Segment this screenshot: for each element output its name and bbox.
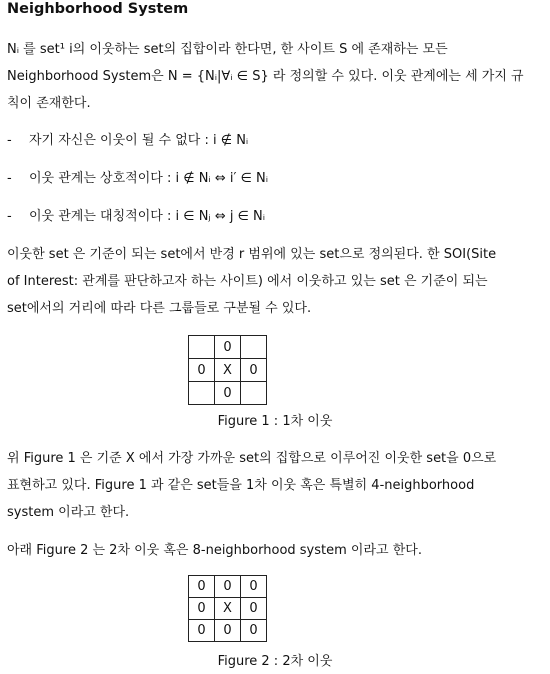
grid-cell (241, 382, 267, 405)
explanation-line-3: system 이라고 한다. (7, 505, 130, 520)
grid-cell: 0 (215, 336, 241, 359)
intro-line-3: 칙이 존재한다. (7, 96, 91, 111)
figure-2-grid (188, 575, 267, 642)
rule-dash: - (7, 133, 12, 148)
intro-paragraph (7, 36, 544, 117)
rule-dash: - (7, 209, 12, 224)
rule-dash: - (7, 171, 12, 186)
figure-1-explanation (7, 445, 544, 526)
grid-cell: 0 (215, 576, 241, 598)
grid-cell: 0 (189, 576, 215, 598)
rule-text: 자기 자신은 이웃이 될 수 없다 : i ∉ Nᵢ (29, 133, 249, 148)
grid-cell: X (215, 359, 241, 382)
definition-line-2: of Interest: 관계를 판단하고자 하는 사이트) 에서 이웃하고 있는 set 은 기준이 되는 (7, 274, 488, 289)
grid-cell: 0 (215, 382, 241, 405)
grid-cell: 0 (189, 598, 215, 620)
explanation-line-2: 표현하고 있다. Figure 1 과 같은 set들을 1차 이웃 혹은 특별히 4-neighborhood (7, 478, 475, 493)
grid-cell: 0 (189, 620, 215, 642)
intro-line-1: Nᵢ 를 set¹ i의 이웃하는 set의 집합이라 한다면, 한 사이트 S 에 존재하는 모든 (7, 42, 448, 57)
section-title: Neighborhood System (7, 1, 189, 17)
definition-paragraph (7, 241, 544, 322)
rule-text: 이웃 관계는 대칭적이다 : i ∈ Nⱼ ⇔ j ∈ Nᵢ (29, 209, 266, 224)
grid-cell: 0 (241, 576, 267, 598)
definition-line-1: 이웃한 set 은 기준이 되는 set에서 반경 r 범위에 있는 set으로 정의된다. 한 SOI(Site (7, 247, 497, 262)
rule-text: 이웃 관계는 상호적이다 : i ∉ Nᵢ ⇔ i′ ∈ Nᵢ (29, 171, 269, 186)
figure-1-grid (188, 335, 267, 405)
figure-2-caption: Figure 2 : 2차 이웃 (217, 654, 333, 669)
explanation-line-1: 위 Figure 1 은 기준 X 에서 가장 가까운 set의 집합으로 이루어진 이웃한 set을 0으로 (7, 451, 497, 466)
grid-cell (241, 336, 267, 359)
grid-cell: 0 (241, 359, 267, 382)
rule-item (7, 207, 265, 227)
grid-cell (189, 382, 215, 405)
grid-cell: 0 (215, 620, 241, 642)
figure-2-intro-line: 아래 Figure 2 는 2차 이웃 혹은 8-neighborhood system 이라고 한다. (7, 543, 422, 558)
grid-cell (189, 336, 215, 359)
grid-cell: X (215, 598, 241, 620)
figure-2-intro (7, 537, 544, 564)
definition-line-3: set에서의 거리에 따라 다른 그룹들로 구분될 수 있다. (7, 301, 312, 316)
rule-item (7, 169, 268, 189)
grid-cell: 0 (189, 359, 215, 382)
grid-cell: 0 (241, 620, 267, 642)
grid-cell: 0 (241, 598, 267, 620)
rule-item (7, 131, 248, 151)
figure-1-caption: Figure 1 : 1차 이웃 (217, 414, 333, 429)
intro-line-2: Neighborhood System은 N = {Nᵢ|∀ᵢ ∈ S} 라 정의할 수 있다. 이웃 관계에는 세 가지 규 (7, 69, 524, 84)
